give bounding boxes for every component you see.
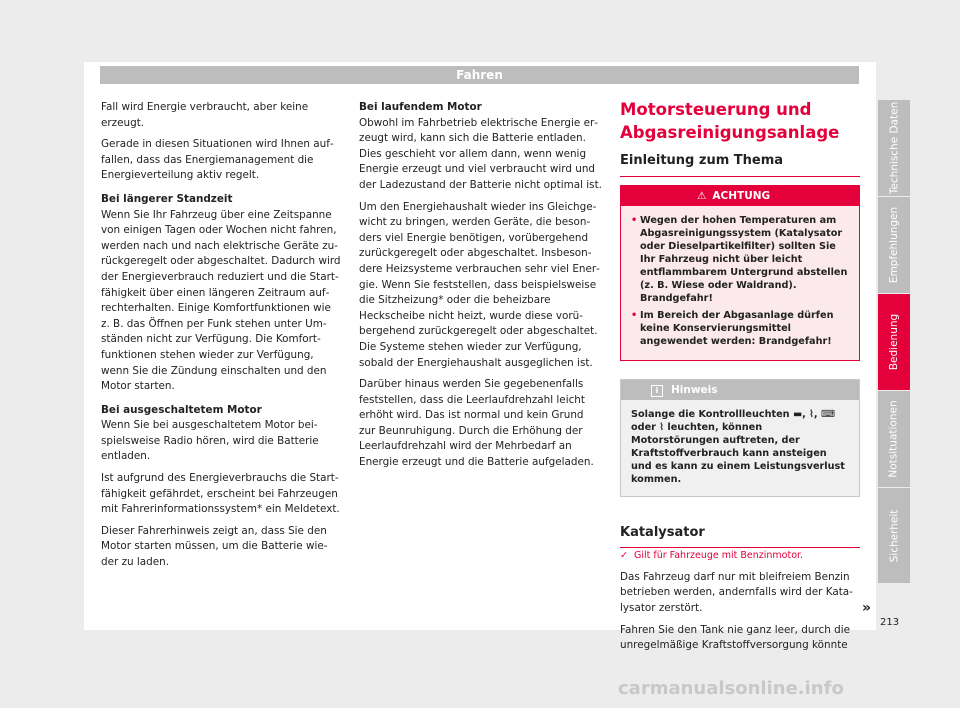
paragraph: Gerade in diesen Situationen wird Ihnen auffallen, dass das Energiemanagement die Energieverteilung aktiv regelt. xyxy=(101,138,334,182)
tab-notsituationen[interactable] xyxy=(878,391,910,487)
tab-label: Bedienung xyxy=(888,313,900,371)
paragraph: Um den Energiehaushalt wieder ins Gleichgewicht zu bringen, werden Geräte, die besonders viel Energie benötigen, vorübergehend zurückgeregelt oder abgeschaltet. Insbesondere Heizsysteme verbrauchen sehr viel Energie. Wenn Sie feststellen, dass beispielsweise die Sitzheizung* oder die beheizbare Heckscheibe nicht heizt, wurde diese vorübergehend zurückgeregelt oder abgeschaltet. Die Systeme stehen wieder zur Verfügung, sobald der Energiehaushalt ausgeglichen ist. xyxy=(359,200,600,369)
subheading: Bei längerer Standzeit xyxy=(101,192,233,205)
note-box xyxy=(620,379,860,497)
applicability-text: Gilt für Fahrzeuge mit Benzinmotor. xyxy=(633,550,804,562)
note-text: Solange die Kontrollleuchten ▬, ⌇, ⌨ oder ⌇ leuchten, können Motorstörungen auftreten, der Kraftstoffverbrauch kann ansteigen und es kann zu einem Leistungsverlust kommen. xyxy=(631,408,845,485)
note-label: Hinweis xyxy=(671,383,718,396)
tab-sicherheit[interactable] xyxy=(878,488,910,583)
paragraph: Obwohl im Fahrbetrieb elektrische Energie erzeugt wird, kann sich die Batterie entladen. Dies geschieht vor allem dann, wenn wenig Energie erzeugt und viel verbraucht wird und der Ladezustand der Batterie nicht optimal ist. xyxy=(359,116,602,191)
subheading: Bei ausgeschaltetem Motor xyxy=(101,403,262,416)
tab-label: Sicherheit xyxy=(888,509,901,562)
warning-bar xyxy=(621,186,859,206)
tab-label: Empfehlungen xyxy=(888,206,901,284)
paragraph: Wenn Sie bei ausgeschaltetem Motor beispielsweise Radio hören, wird die Batterie entladen. xyxy=(101,419,319,463)
column-right xyxy=(620,98,860,660)
section-title: Motorsteuerung und Abgasreinigungsanlage xyxy=(620,100,840,142)
paragraph: Dieser Fahrerhinweis zeigt an, dass Sie den Motor starten müssen, um die Batterie wieder zu laden. xyxy=(101,524,328,569)
column-middle xyxy=(359,100,602,477)
page-number: 213 xyxy=(880,617,900,628)
section-subtitle: Einleitung zum Thema xyxy=(620,153,860,177)
paragraph: Das Fahrzeug darf nur mit bleifreiem Benzin betrieben werden, andernfalls wird der Katalysator zerstört. xyxy=(620,570,853,614)
page-header: Fahren xyxy=(100,66,859,84)
tab-empfehlungen[interactable] xyxy=(878,197,910,293)
section-heading-katalysator: Katalysator xyxy=(620,525,860,549)
warning-box xyxy=(620,185,860,361)
tab-bedienung[interactable] xyxy=(878,294,910,390)
warning-item: • Im Bereich der Abgasanlage dürfen keine Konservierungsmittel angewendet werden: Brandgefahr! xyxy=(631,309,849,348)
tab-label: Notsituationen xyxy=(888,400,900,478)
paragraph: Ist aufgrund des Energieverbrauchs die Startfähigkeit gefährdet, erscheint bei Fahrzeugen mit Fahrerinformationssystem* ein Meldetext. xyxy=(101,472,340,516)
applicability-note xyxy=(620,548,860,564)
note-bar xyxy=(621,380,859,400)
column-left xyxy=(101,100,341,577)
tab-label: Technische Daten xyxy=(888,101,901,195)
paragraph: Fahren Sie den Tank nie ganz leer, durch die unregelmäßige Kraftstoffversorgung könnte xyxy=(620,623,850,652)
tab-technische-daten[interactable] xyxy=(878,100,910,196)
paragraph: Wenn Sie Ihr Fahrzeug über eine Zeitspanne von einigen Tagen oder Wochen nicht fahren, werden nach und nach elektrische Geräte zurückgeregelt oder abgeschaltet. Dadurch wird der Energieverbrauch reduziert und die Startfähigkeit über einen längeren Zeitraum aufrechterhalten. Einige Komfortfunktionen wie z. B. das Öffnen per Funk stehen unter Umständen nicht zur Verfügung. Die Komfortfunktionen stehen wieder zur Verfügung, wenn Sie die Zündung einschalten und den Motor starten. xyxy=(101,208,341,393)
warning-label: ACHTUNG xyxy=(712,189,771,202)
watermark: carmanualsonline.info xyxy=(618,678,844,699)
info-icon: i xyxy=(651,385,663,397)
checkmark-icon: ✓ xyxy=(620,550,628,562)
subheading: Bei laufendem Motor xyxy=(359,101,482,113)
warning-triangle-icon: ⚠ xyxy=(697,189,707,202)
warning-item: • Wegen der hohen Temperaturen am Abgasreinigungssystem (Katalysator oder Dieselpartikelfilter) sollten Sie Ihr Fahrzeug nicht über leicht entflammbarem Untergrund abstellen (z. B. Wiese oder Waldrand). Brandgefahr! xyxy=(631,214,849,305)
paragraph: Fall wird Energie verbraucht, aber keine erzeugt. xyxy=(101,101,309,129)
warning-list xyxy=(621,206,859,360)
paragraph: Darüber hinaus werden Sie gegebenenfalls feststellen, dass die Leerlaufdrehzahl leicht erhöht wird. Das ist normal und kein Grund zur Beunruhigung. Durch die Erhöhung der Leerlaufdrehzahl wird der Mehrbedarf an Energie erzeugt und die Batterie aufgeladen. xyxy=(359,378,594,469)
continue-mark: » xyxy=(862,600,872,616)
